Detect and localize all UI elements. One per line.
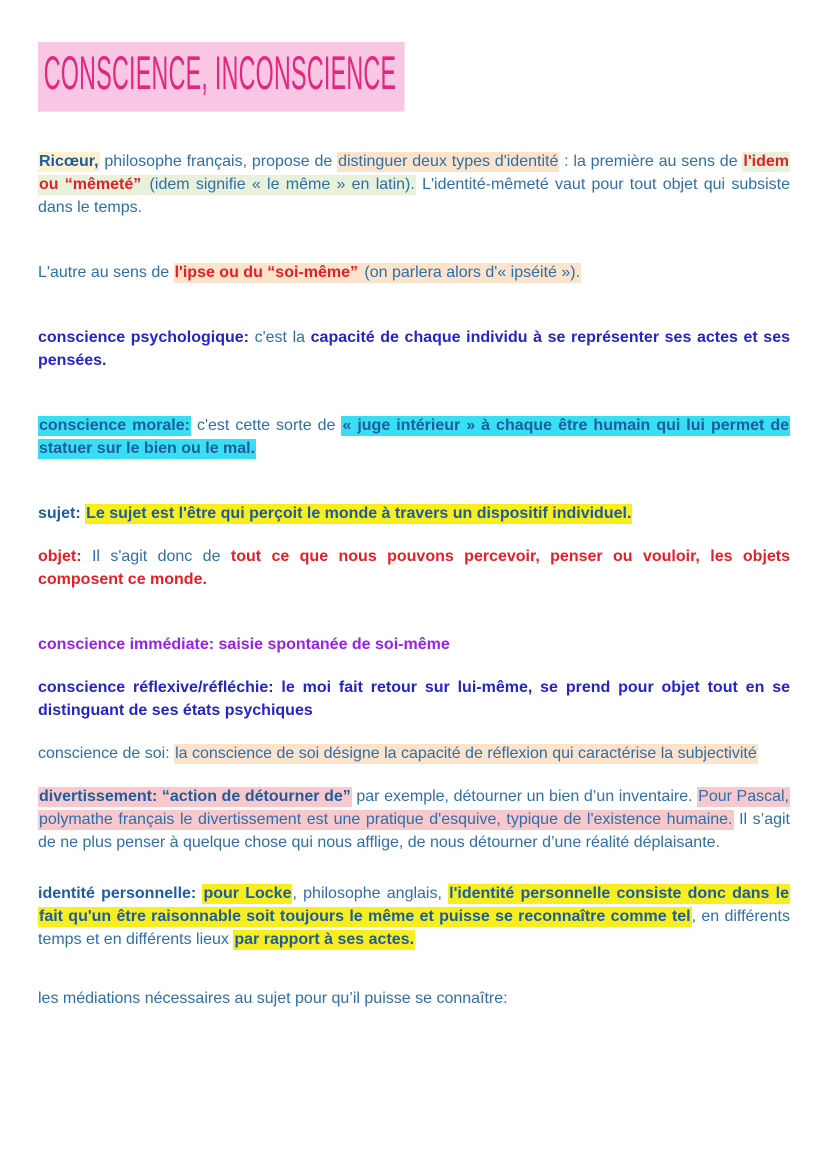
def-conscience-morale <box>38 414 790 460</box>
page-title <box>38 42 790 102</box>
text-segment: Le sujet est l'être qui perçoit le monde à travers un dispositif individuel. <box>86 505 632 522</box>
para-ipse <box>38 261 790 284</box>
def-conscience-immediate <box>38 633 790 656</box>
term-objet: objet: <box>38 548 92 565</box>
def-divertissement <box>38 785 790 854</box>
term-sujet: sujet: <box>38 505 86 522</box>
text-segment: : la première au sens de <box>559 153 743 170</box>
para-ricoeur <box>38 150 790 219</box>
def-conscience-psychologique <box>38 326 790 372</box>
page-title-text: CONSCIENCE, INCONSCIENCE <box>38 42 404 112</box>
text-segment: les médiations nécessaires au sujet pour qu’il puisse se connaître: <box>38 990 508 1007</box>
term-ipse: l'ipse ou du “soi-même” <box>174 264 358 281</box>
text-segment: , en différents temps et en différents lieux <box>38 908 791 948</box>
term-conscience-morale: conscience morale: <box>39 417 190 434</box>
term-conscience-immediate: conscience immédiate: saisie spontanée de soi-même <box>38 636 450 653</box>
def-conscience-reflexive <box>38 676 790 722</box>
term-divertissement: divertissement: “action de détourner de” <box>39 788 351 805</box>
text-segment: c'est la <box>248 329 311 346</box>
def-conscience-de-soi <box>38 742 790 765</box>
text-segment: (on parlera alors d'« ipséité »). <box>359 264 581 281</box>
text-segment: par exemple, détourner un bien d’un inventaire. <box>351 788 698 805</box>
text-segment: par rapport à ses actes. <box>234 931 415 948</box>
text-segment: c'est cette sorte de <box>190 417 342 434</box>
def-identite-personnelle <box>38 882 790 951</box>
term-idem: l'idem ou “mêmeté” <box>39 153 790 193</box>
text-segment: , philosophe anglais, <box>292 885 449 902</box>
text-segment: tout ce que nous pouvons percevoir, penser ou vouloir, les objets composent ce monde. <box>38 548 791 588</box>
text-segment: « juge intérieur » à chaque être humain qui lui permet de statuer sur le bien ou le mal. <box>39 417 790 457</box>
term-conscience-de-soi: conscience de soi: <box>38 745 175 762</box>
text-segment: Pour Pascal, polymathe français le divertissement est une pratique d'esquive, typique de l'existence humaine. <box>39 788 789 828</box>
text-segment: L'autre au sens de <box>38 264 174 281</box>
text-segment: capacité de chaque individu à se représenter ses actes et ses pensées. <box>38 329 790 369</box>
text-segment: L'identité-mêmeté vaut pour tout objet qui subsiste dans le temps. <box>38 176 791 216</box>
para-mediations <box>38 987 790 1010</box>
def-objet <box>38 545 790 591</box>
term-ricoeur: Ricœur, <box>39 153 99 170</box>
text-segment: Il s'agit donc de <box>91 548 231 565</box>
term-identite-personnelle: identité personnelle: <box>38 885 203 902</box>
text-segment: la conscience de soi désigne la capacité de réflexion qui caractérise la subjectivité <box>175 745 757 762</box>
term-conscience-reflexive: conscience réflexive/réfléchie: le moi fait retour sur lui-même, se prend pour objet tout en se distinguant de ses états psychiques <box>38 679 790 719</box>
text-segment: philosophe français, propose de <box>99 153 338 170</box>
text-segment: distinguer deux types d'identité <box>338 153 559 170</box>
text-segment: Il s’agit de ne plus penser à quelque chose qui nous afflige, de nous détourner d’une réalité déplaisante. <box>38 811 790 851</box>
term-locke: pour Locke <box>203 885 292 902</box>
def-sujet <box>38 502 790 525</box>
term-conscience-psychologique: conscience psychologique: <box>38 329 249 346</box>
text-segment: (idem signifie « le même » en latin). <box>143 176 415 193</box>
text-segment: l'identité personnelle consiste donc dans le fait qu'un être raisonnable soit toujours le même et puisse se reconnaître comme tel <box>39 885 790 925</box>
